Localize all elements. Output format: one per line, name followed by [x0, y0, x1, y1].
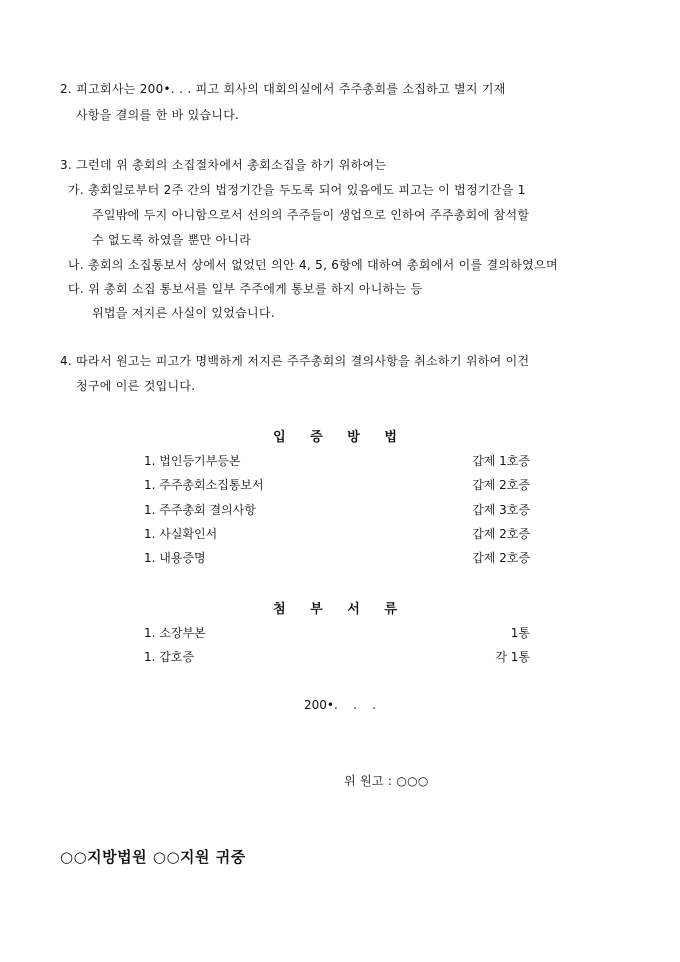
evidence-item — [144, 476, 530, 493]
attachments-heading: 첨 부 서 류 — [273, 602, 407, 617]
court-addressee: ○○지방법원 ○○지원 귀중 — [60, 848, 246, 866]
evidence-item-ref: 갑제 2호증 — [472, 551, 530, 565]
evidence-item — [144, 549, 530, 566]
evidence-item-name: 1. 법인등기부등본 — [144, 454, 241, 468]
item-ga-line-3: 수 없도록 하였을 뿐만 아니라 — [92, 233, 252, 247]
attachment-item-count: 1통 — [510, 626, 530, 640]
attachment-item-name: 1. 소장부본 — [144, 626, 206, 640]
item-na-line-1: 나. 총회의 소집통보서 상에서 없었던 의안 4, 5, 6항에 대하여 총회에서 이를 결의하였으며 — [68, 258, 558, 272]
item-ga-line-1: 가. 총회일로부터 2주 간의 법정기간을 두도록 되어 있음에도 피고는 이 법정기간을 1 — [68, 183, 526, 197]
evidence-item — [144, 525, 530, 542]
item-ga-line-2: 주일밖에 두지 아니함으로서 선의의 주주들이 생업으로 인하여 주주총회에 참석할 — [92, 208, 530, 222]
paragraph-3-intro: 3. 그런데 위 총회의 소집절차에서 총회소집을 하기 위하여는 — [60, 158, 387, 172]
paragraph-2-line-2: 사항을 결의를 한 바 있습니다. — [76, 108, 240, 122]
filing-date: 200•. . . — [304, 698, 376, 712]
evidence-item-name: 1. 주주총회소집통보서 — [144, 478, 264, 492]
attachment-item-count: 각 1통 — [495, 650, 530, 664]
item-da-line-2: 위법을 저지른 사실이 있었습니다. — [92, 306, 275, 320]
plaintiff-signature: 위 원고 : ○○○ — [344, 774, 429, 788]
attachment-item-name: 1. 갑호증 — [144, 650, 195, 664]
evidence-heading: 입 증 방 법 — [273, 430, 407, 445]
paragraph-4-line-2: 청구에 이른 것입니다. — [76, 379, 196, 393]
evidence-item — [144, 501, 530, 518]
evidence-item-ref: 갑제 2호증 — [472, 527, 530, 541]
item-da-line-1: 다. 위 총회 소집 통보서를 일부 주주에게 통보를 하지 아니하는 등 — [68, 282, 423, 296]
paragraph-4-line-1: 4. 따라서 원고는 피고가 명백하게 저지른 주주총회의 결의사항을 취소하기 위하여 이건 — [60, 354, 530, 368]
attachment-item — [144, 624, 530, 641]
attachment-item — [144, 648, 530, 665]
evidence-item-ref: 갑제 1호증 — [472, 454, 530, 468]
evidence-item-name: 1. 주주총회 결의사항 — [144, 503, 256, 517]
evidence-item — [144, 452, 530, 469]
evidence-item-ref: 갑제 2호증 — [472, 478, 530, 492]
evidence-item-ref: 갑제 3호증 — [472, 503, 530, 517]
evidence-item-name: 1. 내용증명 — [144, 551, 206, 565]
evidence-item-name: 1. 사실확인서 — [144, 527, 218, 541]
paragraph-2-line-1: 2. 피고회사는 200•. . . 피고 회사의 대회의실에서 주주총회를 소집하고 별지 기재 — [60, 82, 506, 96]
